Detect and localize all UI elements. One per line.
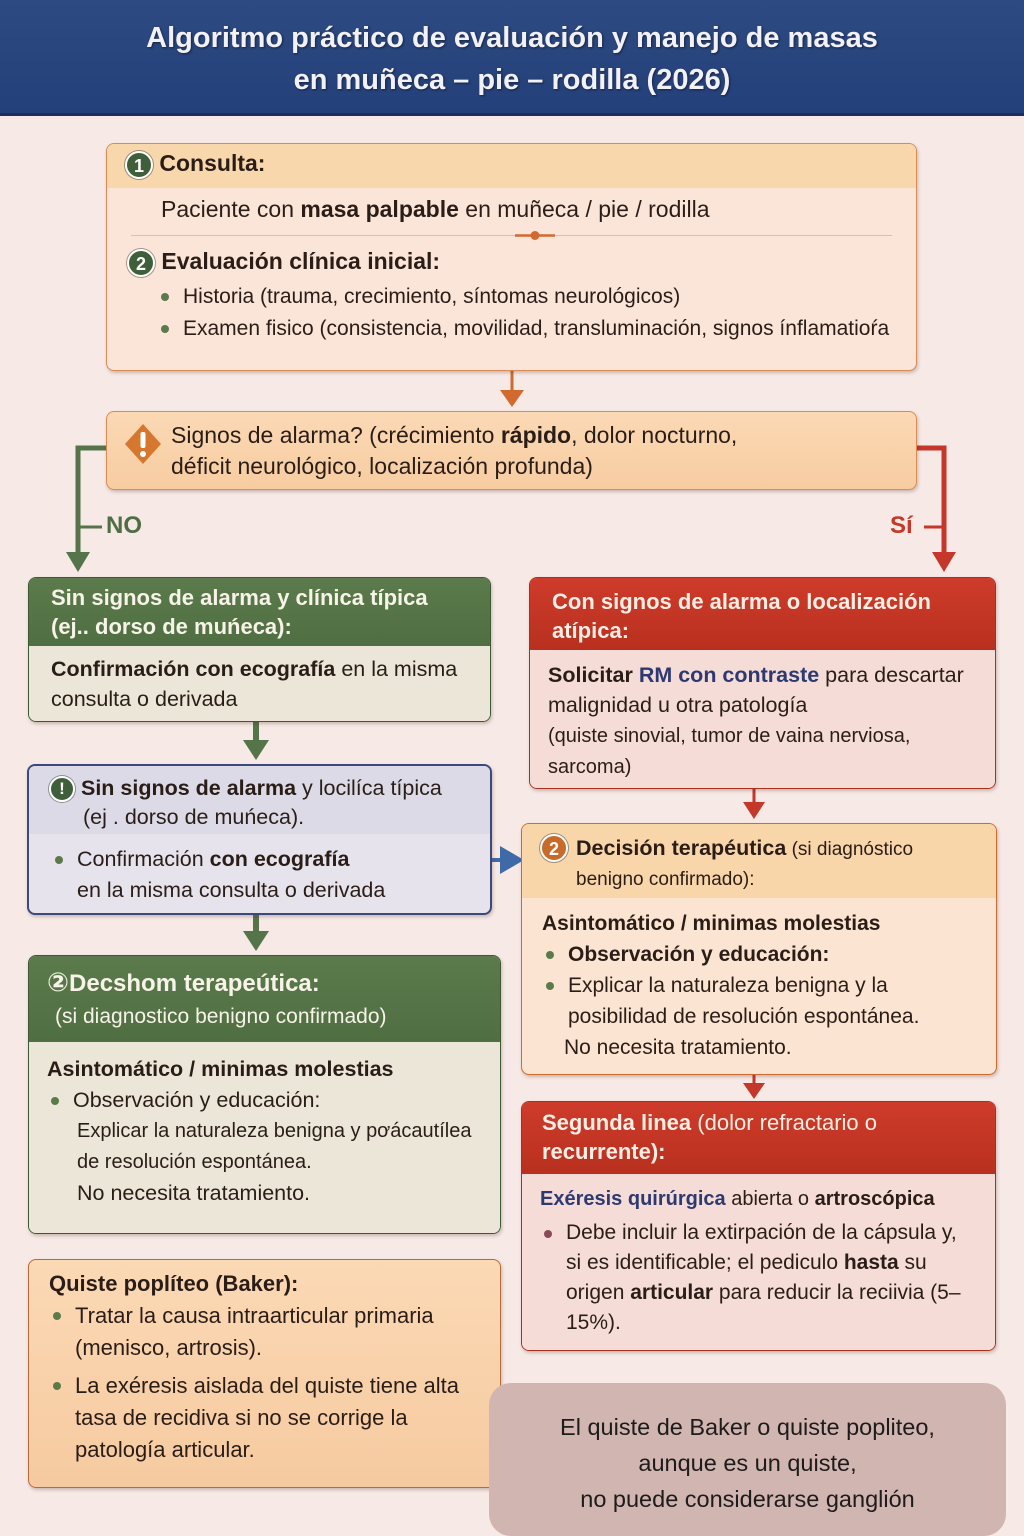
decision-right-header: 2 Decisión terapéutica (si diagnóstico benigno confirmado):: [522, 824, 996, 898]
no-alarm-detail-bullet: Confirmación con ecografía en la misma consulta o derivada: [29, 834, 490, 915]
second-line-box: [521, 1101, 996, 1351]
title-line-1: Algoritmo práctico de evaluación y manejo de masas: [146, 22, 878, 54]
no-alarm-detail-header: ! Sin signos de alarma y locilíca típica (ej . dorso de muńeca).: [29, 766, 490, 834]
page-header: [0, 0, 1024, 116]
baker-bullet: Tratar la causa intraarticular primaria (menisco, artrosis).: [49, 1300, 480, 1364]
step1-text: Paciente con masa palpable en muñeca / pie / rodilla: [161, 196, 710, 222]
therapeutic-decision-right: [521, 823, 997, 1075]
consultation-box: [106, 143, 917, 371]
with-alarm-header: Con signos de alarma o localización atípica:: [530, 578, 995, 650]
baker-title: Quiste poplíteo (Baker):: [49, 1271, 299, 1296]
step2-bullet: Examen fisico (consistencia, movilidad, transluminación, signos ínflamatioŕa: [107, 313, 916, 345]
yes-label: Sí: [890, 512, 913, 539]
step1-number-badge: 1: [125, 151, 153, 179]
title-line-2: en muñeca – pie – rodilla (2026): [293, 64, 731, 96]
step1-title: Consulta:: [159, 150, 266, 176]
therapeutic-decision-left: [28, 955, 501, 1234]
divider-knot-icon: [515, 231, 555, 240]
step2-title: Evaluación clínica inicial:: [161, 248, 441, 274]
baker-note-callout: El quiste de Baker o quiste popliteo, aunque es un quiste, no puede considerarse ganglión: [489, 1383, 1006, 1536]
warning-icon: [125, 424, 161, 464]
step2-number-badge: 2: [127, 249, 155, 277]
second-line-body: Exéresis quirúrgica abierta o artroscópica Debe incluir la extirpación de la cápsula y, si es identificable; el pediculo hasta su origen articular para reducir la reciivia (5–15%).: [522, 1174, 995, 1351]
second-line-header: Segunda linea (dolor refractario o recurrente):: [522, 1102, 995, 1174]
with-alarm-body: Solicitar RM con contraste para descartar malignidad u otra patología (quiste sinovial, tumor de vaina nerviosa, sarcoma): [530, 650, 995, 789]
baker-cyst-box: [28, 1259, 501, 1488]
step2-bullet: Historia (trauma, crecimiento, síntomas neurológicos): [107, 277, 916, 313]
exclamation-badge-icon: !: [49, 776, 75, 802]
baker-bullet: La exéresis aislada del quiste tiene alta tasa de recidiva si no se corrige la patología articular.: [49, 1364, 480, 1466]
alarm-signs-box: [106, 411, 917, 490]
decision-left-body: Asintomático / minimas molestias Observación y educación: Explicar la naturaleza benigna y pơácautílea de resolución espontánea. No necesita tratamiento.: [29, 1042, 500, 1234]
decision-right-body: Asintomático / minimas molestias Observación y educación: Explicar la naturaleza benigna y la posibilidad de resolución espontánea. No necesita tratamiento.: [542, 912, 920, 1059]
step1-header: [107, 144, 916, 188]
no-label: NO: [106, 512, 142, 539]
with-alarm-box: [529, 577, 996, 789]
no-alarm-box: [28, 577, 491, 722]
step2-header: [107, 236, 916, 277]
alarm-text: Signos de alarma? (crécimiento rápido, dolor nocturno, déficit neurológico, localización profunda): [171, 422, 738, 479]
step2-badge-orange: 2: [540, 834, 568, 862]
no-alarm-header: Sin signos de alarma y clínica típica (ej.. dorso de muńeca):: [29, 578, 490, 646]
divider: [131, 235, 892, 236]
no-alarm-body: Confirmación con ecografía en la misma consulta o derivada: [29, 646, 490, 722]
no-alarm-detail-box: [27, 764, 492, 915]
decision-left-header: ②Decshom terapeútica: (si diagnostico benigno confirmado): [29, 956, 500, 1042]
